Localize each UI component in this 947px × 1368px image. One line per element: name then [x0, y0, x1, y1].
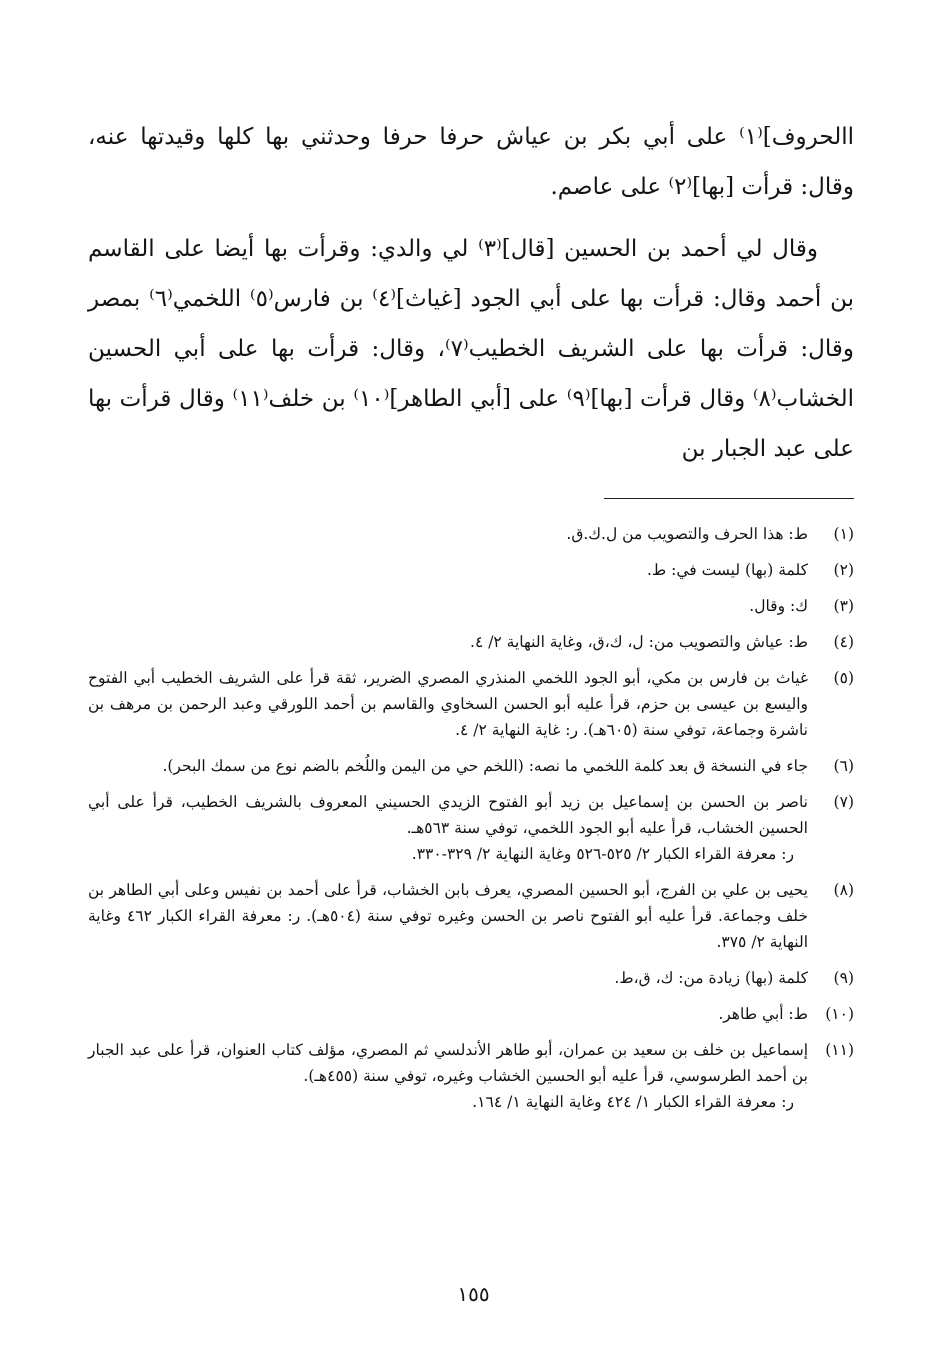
- footnote-number: (٢): [833, 561, 854, 579]
- footnote-4: [88, 629, 854, 655]
- footnote-reference: ر: معرفة القراء الكبار ١/ ٤٢٤ وغاية النهاية ١/ ١٦٤.: [472, 1093, 794, 1111]
- footnote-number: (٧): [833, 793, 854, 811]
- footnote-line: ك: وقال.: [749, 597, 808, 615]
- footnote-text: [88, 753, 808, 779]
- footnote-2: [88, 557, 854, 583]
- footnote-text: [88, 593, 808, 619]
- footnote-line: كلمة (بها) ليست في: ط.: [646, 561, 808, 579]
- footnote-number: (١): [833, 525, 854, 543]
- footnote-number: (٨): [833, 881, 854, 899]
- footnote-number: (٥): [833, 669, 854, 687]
- footnote-number: (١٠): [825, 1005, 854, 1023]
- footnote-line: جاء في النسخة ق بعد كلمة اللخمي ما نصه: (اللخم حي من اليمن واللُخم بالضم نوع من سمك البحر).: [162, 757, 808, 775]
- footnote-text: [88, 557, 808, 583]
- footnote-text: [88, 629, 808, 655]
- footnote-line: إسماعيل بن خلف بن سعيد بن عمران، أبو طاهر الأندلسي ثم المصري، مؤلف كتاب العنوان، قرأ على عبد الجبار بن أحمد الطرسوسي، قرأ عليه أبو الحسين الخشاب وغيره، توفي سنة (٤٥٥هـ).: [88, 1041, 808, 1085]
- footnote-7: [88, 789, 854, 867]
- footnote-number: (٦): [833, 757, 854, 775]
- main-text: [88, 112, 854, 474]
- footnotes: [88, 521, 854, 1115]
- footnote-line: ناصر بن الحسن بن إسماعيل بن زيد أبو الفتوح الزيدي الحسيني المعروف بالشريف الخطيب، قرأ على أبي الحسين الخشاب، قرأ عليه أبو الجود اللخمي، توفي سنة ٥٦٣هـ.: [88, 793, 808, 837]
- footnote-8: [88, 877, 854, 955]
- footnote-6: [88, 753, 854, 779]
- footnote-text: [88, 1037, 808, 1115]
- footnote-text: [88, 789, 808, 867]
- footnote-number: (٩): [833, 969, 854, 987]
- footnote-line: ط: عياش والتصويب من: ل، ك،ق، وغاية النهاية ٢/ ٤.: [470, 633, 808, 651]
- footnote-line: ط: هذا الحرف والتصويب من ل.ك.ق.: [566, 525, 808, 543]
- paragraph-1: االحروف]⁽١⁾ على أبي بكر بن عياش حرفا حرفا وحدثني بها كلها وقيدتها عنه، وقال: قرأت [بها]⁽٢⁾ على عاصم.: [88, 124, 854, 200]
- footnote-9: [88, 965, 854, 991]
- footnote-text: [88, 965, 808, 991]
- footnote-text: [88, 1001, 808, 1027]
- footnote-text: [88, 877, 808, 955]
- footnote-11: [88, 1037, 854, 1115]
- page-number: ١٥٥: [457, 1282, 490, 1306]
- page-content: [88, 112, 854, 1125]
- footnote-5: [88, 665, 854, 743]
- footnote-10: [88, 1001, 854, 1027]
- footnote-text: [88, 521, 808, 547]
- footnote-line: كلمة (بها) زيادة من: ك، ق،ط.: [614, 969, 808, 987]
- footnote-number: (١١): [825, 1041, 854, 1059]
- paragraph-2: وقال لي أحمد بن الحسين [قال]⁽٣⁾ لي والدي: وقرأت بها أيضا على القاسم بن أحمد وقال: قرأت بها على أبي الجود [غياث]⁽٤⁾ بن فارس⁽٥⁾ اللخمي⁽٦⁾ بمصر وقال: قرأت بها على الشريف الخطيب⁽٧⁾، وقال: قرأت بها على أبي الحسين الخشاب⁽٨⁾ وقال قرأت [بها]⁽٩⁾ على [أبي الطاهر]⁽١٠⁾ بن خلف⁽١١⁾ وقال قرأت بها على عبد الجبار بن: [88, 236, 855, 462]
- footnote-text: [88, 665, 808, 743]
- footnote-number: (٤): [833, 633, 854, 651]
- footnote-1: [88, 521, 854, 547]
- footnote-number: (٣): [833, 597, 854, 615]
- footnote-line: ط: أبي طاهر.: [718, 1005, 808, 1023]
- footnote-reference: ر: معرفة القراء الكبار ٢/ ٥٢٥-٥٢٦ وغاية النهاية ٢/ ٣٢٩-٣٣٠.: [411, 845, 794, 863]
- footnote-line: غياث بن فارس بن مكي، أبو الجود اللخمي المنذري المصري الضرير، ثقة قرأ على الشريف الخطيب أبي الفتوح واليسع بن عيسى بن حزم، قرأ عليه أبو الحسن السخاوي والقاسم بن أحمد اللورقي وعبد الرحمن بن مرهف بن ناشرة وجماعة، توفي سنة (٦٠٥هـ). ر: غاية النهاية ٢/ ٤.: [88, 669, 808, 739]
- footnote-line: يحيى بن علي بن الفرج، أبو الحسين المصري، يعرف بابن الخشاب، قرأ على أحمد بن نفيس وعلى أبي الطاهر بن خلف وجماعة. قرأ عليه أبو الفتوح ناصر بن الحسن وغيره توفي سنة (٥٠٤هـ). ر: معرفة القراء الكبار ٤٦٢ وغاية النهاية ٢/ ٣٧٥.: [88, 881, 808, 951]
- footnote-3: [88, 593, 854, 619]
- footnote-separator: [604, 498, 854, 499]
